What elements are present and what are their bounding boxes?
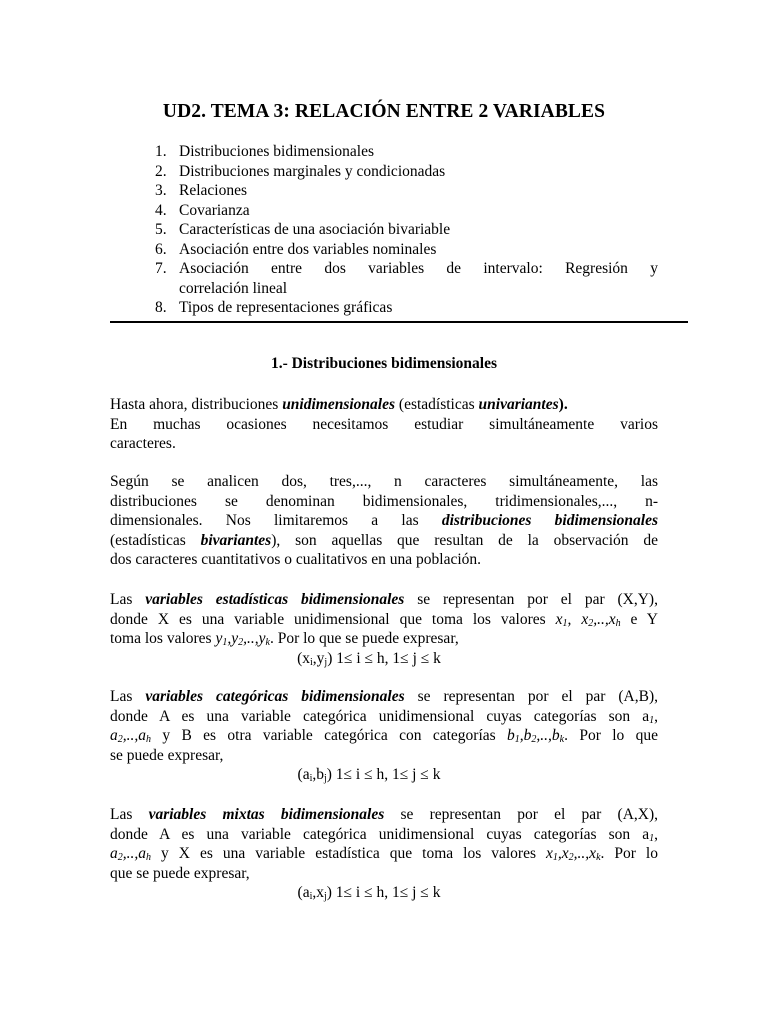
paragraph-line: En muchas ocasiones necesitamos estudiar simultáneamente varios [110, 415, 658, 433]
paragraph-mixed-variables [110, 805, 658, 903]
math: $x_1$, $x_2,..,x_h$ [555, 610, 621, 629]
paragraph-line: que se puede expresar, [110, 864, 250, 882]
text-run: toma los valores [110, 630, 216, 647]
text-run: se representan por el par (X,Y), [404, 591, 658, 608]
toc-number: 4. [155, 201, 167, 219]
toc-text: Relaciones [179, 182, 248, 199]
math: $b_1,b_2,..,b_k$ [507, 727, 565, 745]
paragraph-line [110, 805, 658, 825]
paragraph-categorical-variables [110, 687, 658, 785]
math: $a_2,..,a_h$ [110, 727, 151, 745]
toc-text: Asociación entre dos variables de intervalo: Regresión y [179, 260, 658, 277]
toc-text: Distribuciones marginales y condicionadas [179, 162, 446, 180]
formula: $(a_i,x_j)$ 1≤ i ≤ h, 1≤ j ≤ k [297, 884, 441, 902]
toc-number: 5. [155, 221, 167, 238]
text-run: se representan por el par (A,X), [384, 806, 658, 823]
formula: $(a_i,b_j)$ 1≤ i ≤ h, 1≤ j ≤ k [297, 766, 441, 784]
toc-item [152, 142, 658, 162]
toc-text-continued: correlación lineal [179, 279, 288, 297]
paragraph-dimensions [110, 472, 658, 570]
toc-text: Asociación entre dos variables nominales [179, 240, 437, 258]
toc-item [152, 220, 658, 240]
text-run: (estadísticas [110, 531, 201, 549]
text-run: ), son aquellas que resultan de la observación de [271, 531, 658, 549]
paragraph-line [110, 726, 658, 746]
toc-number: 3. [155, 182, 167, 199]
text-run: y B es otra variable categórica con categorías [151, 727, 508, 744]
emphasis: unidimensionales [282, 396, 396, 413]
text-run: y X es una variable estadística que toma los valores [151, 845, 547, 862]
toc-text: Covarianza [179, 201, 250, 219]
emphasis: variables categóricas bidimensionales [145, 688, 405, 705]
toc-item [152, 201, 658, 221]
page-title: UD2. TEMA 3: RELACIÓN ENTRE 2 VARIABLES [162, 101, 606, 122]
table-of-contents [152, 142, 658, 318]
paragraph-intro [110, 395, 658, 454]
toc-item [152, 162, 658, 182]
horizontal-divider [110, 321, 688, 323]
toc-number: 2. [155, 162, 167, 180]
emphasis: variables mixtas bidimensionales [148, 806, 385, 823]
toc-number: 7. [155, 260, 167, 277]
text-run: donde A es una variable categórica unidimensional cuyas categorías son a [110, 707, 650, 725]
toc-text: Distribuciones bidimensionales [179, 143, 375, 160]
paragraph-line: Según se analicen dos, tres,..., n caracteres simultáneamente, las [110, 473, 658, 490]
paragraph-line [110, 629, 658, 649]
text-run: se representan por el par (A,B), [404, 688, 658, 705]
text-run: donde A es una variable categórica unidimensional cuyas categorías son a [110, 825, 650, 843]
paragraph-line: dos caracteres cuantitativos o cualitativos en una población. [110, 551, 482, 568]
paragraph-line: caracteres. [110, 435, 176, 452]
emphasis: distribuciones bidimensionales [441, 512, 658, 529]
paragraph-line: distribuciones se denominan bidimensionales, tridimensionales,..., n- [110, 492, 658, 510]
paragraph-line [110, 395, 658, 415]
math: $y_1,y_2,..,y_k$ [215, 630, 270, 648]
math: $x_1,x_2,..,x_k$ [546, 845, 601, 863]
toc-number: 8. [155, 299, 167, 316]
text-run: ). [558, 396, 568, 413]
paragraph-line: donde A es una variable categórica unidimensional cuyas categorías son $a_1$, [110, 825, 658, 844]
paragraph-statistical-variables [110, 590, 658, 668]
toc-item [152, 259, 658, 298]
formula: $(x_i,y_j)$ 1≤ i ≤ h, 1≤ j ≤ k [297, 649, 441, 668]
text-run: donde X es una variable unidimensional que toma los valores [110, 610, 556, 628]
text-run: Las [110, 806, 149, 823]
text-run: dimensionales. Nos limitaremos a las [110, 512, 442, 529]
toc-text: Características de una asociación bivariable [179, 221, 451, 238]
text-run: Hasta ahora, distribuciones [110, 396, 283, 413]
paragraph-line [110, 687, 658, 707]
toc-item [152, 298, 658, 318]
paragraph-line [110, 844, 658, 864]
toc-number: 6. [155, 240, 167, 258]
paragraph-line [110, 511, 658, 531]
paragraph-line [110, 610, 658, 630]
paragraph-line: se puede expresar, [110, 746, 224, 764]
paragraph-line: donde A es una variable categórica unidimensional cuyas categorías son $a_1$, [110, 707, 658, 726]
emphasis: univariantes [478, 396, 559, 413]
paragraph-line [110, 590, 658, 610]
toc-item [152, 181, 658, 201]
emphasis: variables estadísticas bidimensionales [145, 591, 405, 608]
text-run: e Y [620, 610, 658, 628]
text-run: . Por lo que se puede expresar, [269, 630, 459, 647]
text-run: Las [110, 591, 146, 608]
text-run: . Por lo que [564, 727, 658, 744]
text-run: . Por lo [600, 845, 658, 862]
toc-number: 1. [155, 143, 167, 160]
toc-item [152, 240, 658, 260]
toc-text: Tipos de representaciones gráficas [179, 299, 393, 316]
paragraph-line [110, 531, 658, 551]
emphasis: bivariantes [200, 531, 272, 549]
section-heading: 1.- Distribuciones bidimensionales [270, 355, 498, 372]
math: $a_2,..,a_h$ [110, 845, 151, 863]
text-run: (estadísticas [395, 396, 479, 413]
text-run: Las [110, 688, 146, 705]
